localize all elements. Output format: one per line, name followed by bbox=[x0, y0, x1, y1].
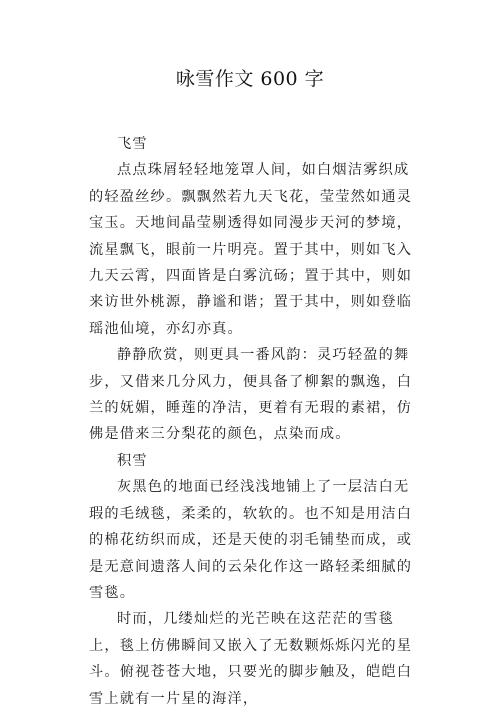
body-paragraph: 时而，几缕灿烂的光芒映在这茫茫的雪毯上，毯上仿佛瞬间又嵌入了无数颗烁烁闪光的星斗。俯视苍苍大地，只要光的脚步触及，皑皑白雪上就有一片星的海洋， bbox=[89, 611, 413, 707]
section-heading-flying-snow: 飞雪 bbox=[117, 136, 148, 152]
section-heading-accumulated-snow: 积雪 bbox=[117, 452, 148, 469]
body-paragraph: 点点珠屑轻轻地笼罩人间，如白烟洁雾织成的轻盈丝纱。飘飘然若九天飞花，莹莹然如通灵宝玉。天地间晶莹剔透得如同漫步天河的梦境，流星飘飞，眼前一片明亮。置于其中，则如飞入九天云霄，四面皆是白雾沆砀；置于其中，则如来访世外桃源，静谧和谐；置于其中，则如登临瑶池仙境，亦幻亦真。 bbox=[89, 162, 413, 337]
document-body bbox=[89, 131, 415, 712]
document-title: 咏雪作文 600 字 bbox=[175, 68, 325, 90]
body-paragraph: 灰黑色的地面已经浅浅地铺上了一层洁白无瑕的毛绒毯，柔柔的，软软的。也不知是用洁白的棉花纺织而成，还是天使的羽毛铺垫而成，或是无意间遗落人间的云朵化作这一路轻柔细腻的雪毯。 bbox=[89, 479, 413, 601]
body-paragraph: 静静欣赏，则更具一番风韵：灵巧轻盈的舞步，又借来几分风力，便具备了柳絮的飘逸，白兰的妩媚，睡莲的净洁，更着有无瑕的素裙，仿佛是借来三分梨花的颜色，点染而成。 bbox=[89, 347, 413, 443]
